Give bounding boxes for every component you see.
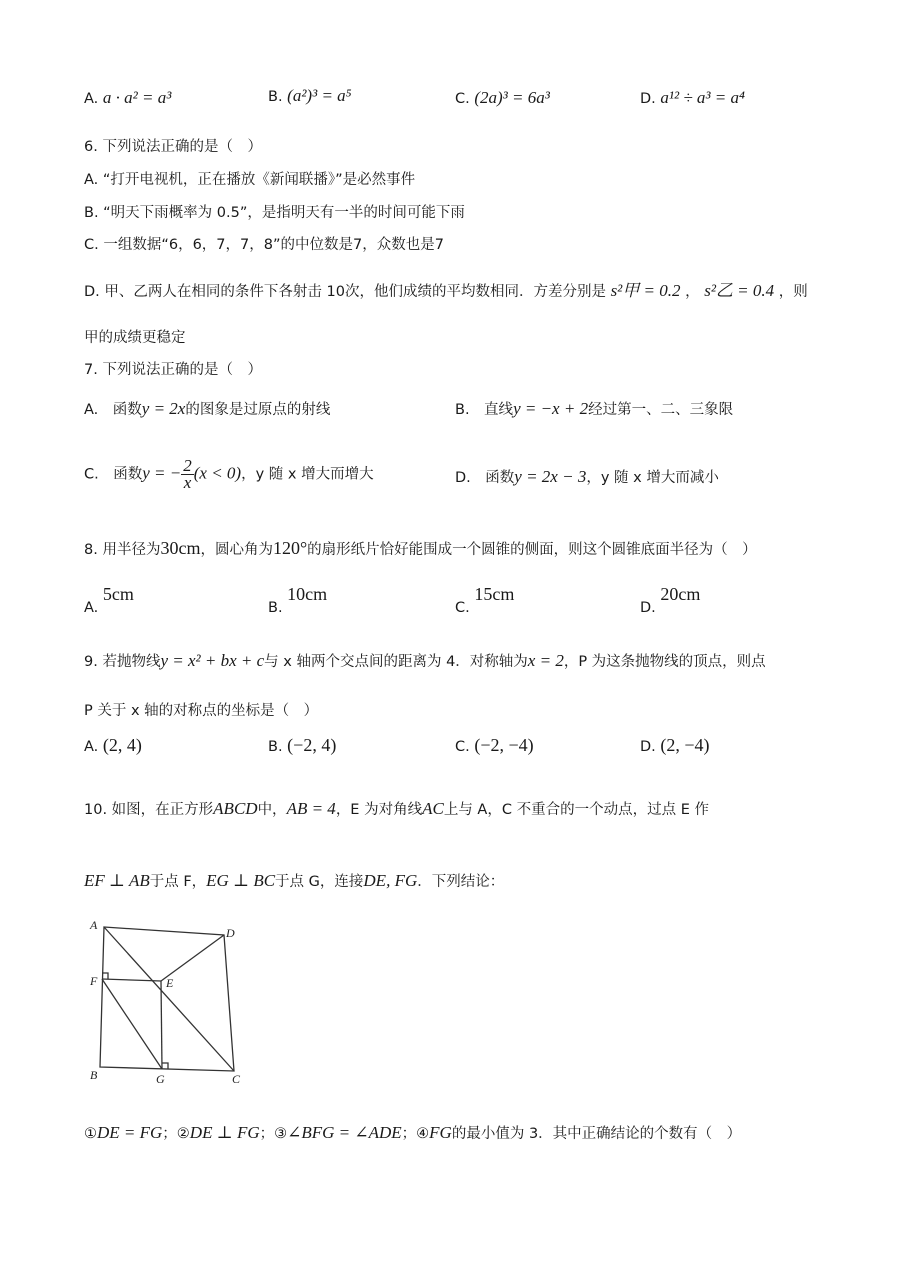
q7-stem: 7. 下列说法正确的是（ ） — [84, 362, 262, 378]
q7-option-d: D. 函数y = 2x − 3，y 随 x 增大而减小 — [455, 467, 719, 486]
segment-eg — [161, 981, 162, 1069]
square-figure — [84, 915, 254, 1087]
q7-option-b: B. 直线y = −x + 2经过第一、二、三象限 — [455, 399, 734, 418]
diagonal-ac — [104, 927, 234, 1071]
segment-fg — [102, 979, 162, 1069]
label-f: F — [90, 974, 98, 988]
label-d: D — [226, 926, 235, 940]
label-e: E — [166, 976, 174, 990]
q8-stem: 8. 用半径为30cm，圆心角为120°的扇形纸片恰好能围成一个圆锥的侧面，则这个圆锥底面半径为（ ） — [84, 538, 757, 558]
q5-option-b: B. (a²)³ = a⁵ — [268, 86, 352, 105]
variance-jia: s²甲 = 0.2 — [610, 281, 681, 300]
q5-option-c: C. (2a)³ = 6a³ — [455, 88, 550, 107]
label-b: B — [90, 1068, 98, 1082]
q8-option-b: B. 10cm — [268, 584, 328, 616]
q7-option-a: A. 函数y = 2x的图象是过原点的射线 — [84, 399, 331, 418]
q10-stem: 10. 如图，在正方形ABCD中，AB = 4，E 为对角线AC上与 A，C 不重合的一个动点，过点 E 作 — [84, 799, 709, 818]
q6-option-a: A. “打开电视机，正在播放《新闻联播》”是必然事件 — [84, 172, 416, 188]
label-a: A — [90, 918, 98, 932]
q9-option-d: D. (2, −4) — [640, 735, 710, 755]
q8-option-c: C. 15cm — [455, 584, 515, 616]
segment-de — [161, 935, 224, 981]
variance-yi: s²乙 = 0.4 — [704, 281, 775, 300]
q6-option-b: B. “明天下雨概率为 0.5”，是指明天有一半的时间可能下雨 — [84, 205, 465, 221]
q7-option-c: C. 函数y = − $\frac{2}{x}$ (x < 0)，y 随 x 增大而增大 — [84, 456, 374, 492]
q9-option-b: B. (−2, 4) — [268, 735, 337, 755]
q6-option-d: D. 甲、乙两人在相同的条件下各射击 10次，他们成绩的平均数相同．方差分别是 s²甲 = 0.2 ， s²乙 = 0.4 ，则 — [84, 281, 808, 300]
label-g: G — [156, 1072, 165, 1086]
q5-option-d: D. a¹² ÷ a³ = a⁴ — [640, 88, 745, 107]
fraction: $\frac{2}{x}$ — [183, 456, 192, 492]
q6-option-d-cont: 甲的成绩更稳定 — [84, 330, 186, 346]
q6-stem: 6. 下列说法正确的是（ ） — [84, 139, 262, 155]
q9-stem-cont: P 关于 x 轴的对称点的坐标是（ ） — [84, 703, 319, 719]
label-c: C — [232, 1072, 241, 1086]
q5-option-a: A. a · a² = a³ — [84, 88, 172, 107]
q6-option-c: C. 一组数据“6，6，7，7，8”的中位数是7，众数也是7 — [84, 237, 444, 253]
q9-option-a: A. (2, 4) — [84, 735, 142, 755]
q10-conclusions: ①DE = FG；②DE ⊥ FG；③∠BFG = ∠ADE；④FG的最小值为 3．其中正确结论的个数有（ ） — [84, 1123, 742, 1142]
right-angle-g — [162, 1063, 168, 1069]
q10-stem-cont: EF ⊥ AB于点 F，EG ⊥ BC于点 G，连接DE, FG．下列结论： — [84, 871, 505, 890]
q8-option-d: D. 20cm — [640, 584, 701, 616]
q8-option-a: A. 5cm — [84, 584, 134, 616]
q9-stem: 9. 若抛物线y = x² + bx + c与 x 轴两个交点间的距离为 4．对称轴为x = 2，P 为这条抛物线的顶点，则点 — [84, 651, 766, 670]
q9-option-c: C. (−2, −4) — [455, 735, 534, 755]
